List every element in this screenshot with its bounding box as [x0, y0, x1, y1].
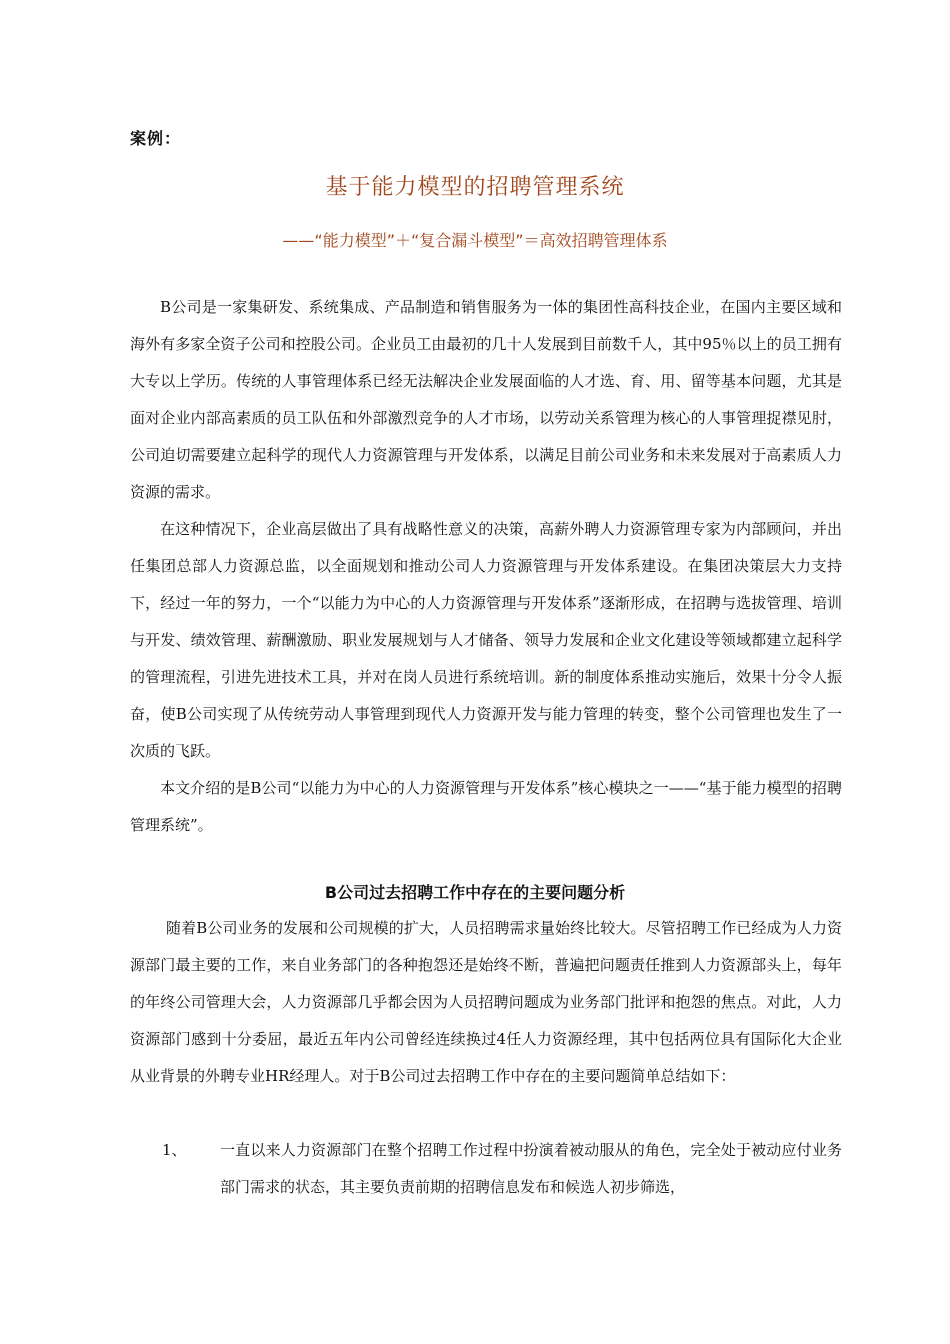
paragraph: 本文介绍的是B公司“以能力为中心的人力资源管理与开发体系”核心模块之一——“基于能力模型的招聘管理系统”。	[130, 779, 842, 834]
document-title: 基于能力模型的招聘管理系统	[325, 175, 625, 200]
section-body	[130, 910, 842, 1095]
paragraph: 随着B公司业务的发展和公司规模的扩大，人员招聘需求量始终比较大。尽管招聘工作已经成为人力资源部门最主要的工作，来自业务部门的各种抱怨还是始终不断，普遍把问题责任推到人力资源部头上，每年的年终公司管理大会，人力资源部几乎都会因为人员招聘问题成为业务部门批评和抱怨的焦点。对此，人力资源部门感到十分委屈，最近五年内公司曾经连续换过4任人力资源经理，其中包括两位具有国际化大企业从业背景的外聘专业HR经理人。对于B公司过去招聘工作中存在的主要问题简单总结如下：	[130, 919, 842, 1085]
list-item-number: 1、	[162, 1141, 187, 1159]
list-item	[130, 1132, 842, 1206]
paragraph: B公司是一家集研发、系统集成、产品制造和销售服务为一体的集团性高科技企业，在国内主要区域和海外有多家全资子公司和控股公司。企业员工由最初的几十人发展到目前数千人，其中95％以上的员工拥有大专以上学历。传统的人事管理体系已经无法解决企业发展面临的人才选、育、用、留等基本问题，尤其是面对企业内部高素质的员工队伍和外部激烈竞争的人才市场，以劳动关系管理为核心的人事管理捉襟见肘，公司迫切需要建立起科学的现代人力资源管理与开发体系，以满足目前公司业务和未来发展对于高素质人力资源的需求。	[130, 298, 842, 501]
paragraph: 在这种情况下，企业高层做出了具有战略性意义的决策，高薪外聘人力资源管理专家为内部顾问，并出任集团总部人力资源总监，以全面规划和推动公司人力资源管理与开发体系建设。在集团决策层大力支持下，经过一年的努力，一个“以能力为中心的人力资源管理与开发体系”逐渐形成，在招聘与选拔管理、培训与开发、绩效管理、薪酬激励、职业发展规划与人才储备、领导力发展和企业文化建设等领域都建立起科学的管理流程，引进先进技术工具，并对在岗人员进行系统培训。新的制度体系推动实施后，效果十分令人振奋，使B公司实现了从传统劳动人事管理到现代人力资源开发与能力管理的转变，整个公司管理也发生了一次质的飞跃。	[130, 520, 842, 760]
list-item-text: 一直以来人力资源部门在整个招聘工作过程中扮演着被动服从的角色，完全处于被动应付业务部门需求的状态，其主要负责前期的招聘信息发布和候选人初步筛选，	[220, 1141, 842, 1196]
section-heading: B公司过去招聘工作中存在的主要问题分析	[324, 883, 626, 902]
case-label: 案例：	[130, 129, 182, 148]
intro-section	[130, 289, 842, 844]
document-subtitle: ——“能力模型”＋“复合漏斗模型”＝高效招聘管理体系	[282, 231, 668, 250]
